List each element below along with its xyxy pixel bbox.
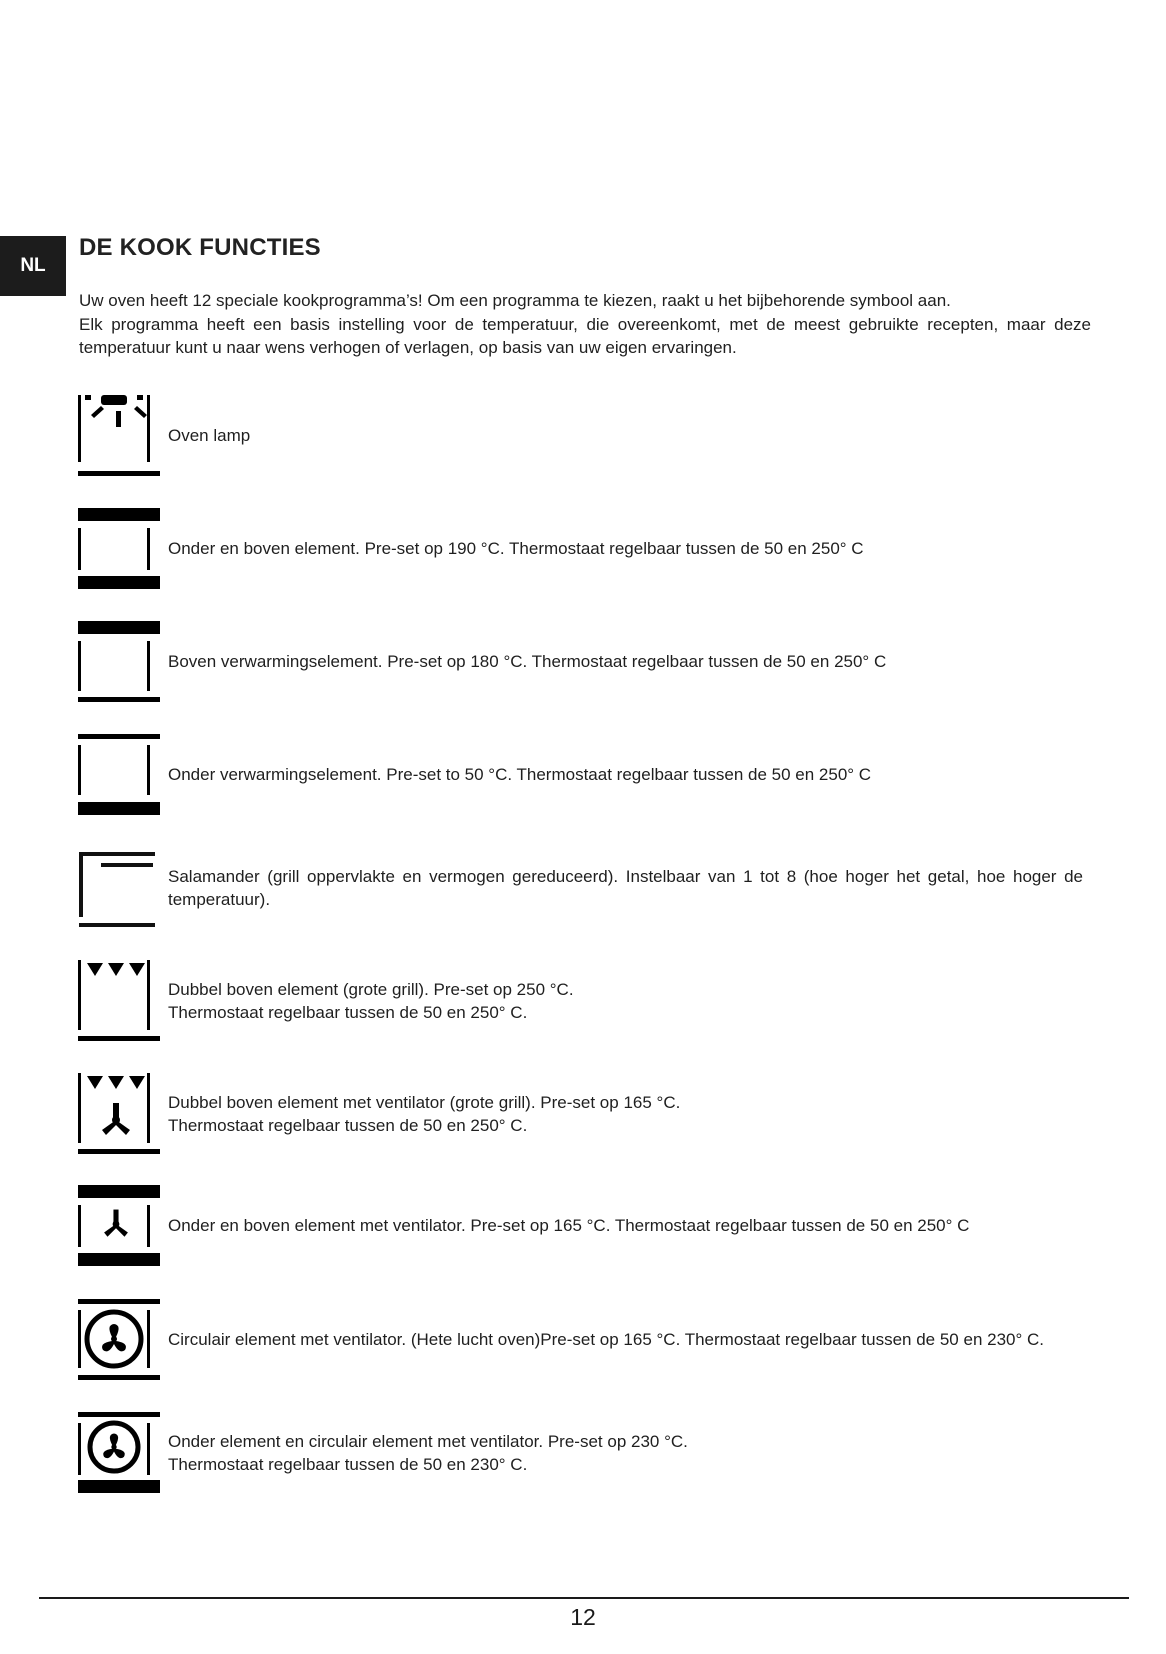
function-item	[78, 621, 1090, 703]
function-item	[78, 1412, 1090, 1494]
function-line: Thermostaat regelbaar tussen de 50 en 250° C.	[168, 1003, 528, 1022]
intro-line-1: Uw oven heeft 12 speciale kookprogramma’s! Om een programma te kiezen, raakt u het bijbehorende symbool aan.	[79, 291, 951, 310]
function-item	[78, 1073, 1090, 1155]
intro-line-2: Elk programma heeft een basis instelling voor de temperatuur, die overeenkomt, met de meest gebruikte recepten, maar deze temperatuur kunt u naar wens verhogen of verlagen, op basis van uw eigen ervaringen.	[79, 314, 1091, 357]
function-description: Boven verwarmingselement. Pre-set op 180 °C. Thermostaat regelbaar tussen de 50 en 250° C	[168, 652, 887, 672]
salamander-icon	[78, 847, 160, 929]
function-line: Dubbel boven element met ventilator (grote grill). Pre-set op 165 °C.	[168, 1092, 681, 1112]
footer-divider	[39, 1597, 1129, 1599]
page-number: 12	[570, 1604, 596, 1630]
top-element-icon	[78, 621, 160, 703]
function-description	[168, 1091, 1083, 1138]
function-line: Thermostaat regelbaar tussen de 50 en 230° C.	[168, 1455, 528, 1474]
function-item	[78, 960, 1090, 1042]
function-description: Oven lamp	[168, 426, 251, 446]
circular-fan-icon	[78, 1299, 160, 1381]
function-line: Thermostaat regelbaar tussen de 50 en 250° C.	[168, 1116, 528, 1135]
bottom-circular-fan-icon	[78, 1412, 160, 1494]
function-item	[78, 847, 1090, 929]
function-description: Onder en boven element. Pre-set op 190 °C. Thermostaat regelbaar tussen de 50 en 250° C	[168, 539, 864, 559]
top-bottom-element-icon	[78, 508, 160, 590]
function-line: Onder element en circulair element met ventilator. Pre-set op 230 °C.	[168, 1431, 688, 1451]
function-description	[168, 978, 1083, 1025]
function-item	[78, 508, 1090, 590]
function-item	[78, 395, 1090, 477]
double-grill-fan-icon	[78, 1073, 160, 1155]
function-description	[168, 1430, 1083, 1477]
function-description: Circulair element met ventilator. (Hete lucht oven)Pre-set op 165 °C. Thermostaat regelbaar tussen de 50 en 230° C.	[168, 1330, 1045, 1350]
function-item	[78, 1185, 1090, 1267]
function-description: Salamander (grill oppervlakte en vermogen gereduceerd). Instelbaar van 1 tot 8 (hoe hoger het getal, hoe hoger de temperatuur).	[168, 866, 1083, 909]
function-line: Dubbel boven element (grote grill). Pre-set op 250 °C.	[168, 979, 574, 999]
function-item	[78, 1299, 1090, 1381]
intro-text	[79, 289, 1091, 360]
double-grill-icon	[78, 960, 160, 1042]
function-description: Onder en boven element met ventilator. Pre-set op 165 °C. Thermostaat regelbaar tussen de 50 en 250° C	[168, 1216, 970, 1236]
top-bottom-fan-icon	[78, 1185, 160, 1267]
language-tab: NL	[0, 236, 66, 296]
page-title: DE KOOK FUNCTIES	[79, 234, 321, 261]
bottom-element-icon	[78, 734, 160, 816]
function-description: Onder verwarmingselement. Pre-set to 50 °C. Thermostaat regelbaar tussen de 50 en 250° C	[168, 765, 872, 785]
function-item	[78, 734, 1090, 816]
oven-lamp-icon	[78, 395, 160, 477]
